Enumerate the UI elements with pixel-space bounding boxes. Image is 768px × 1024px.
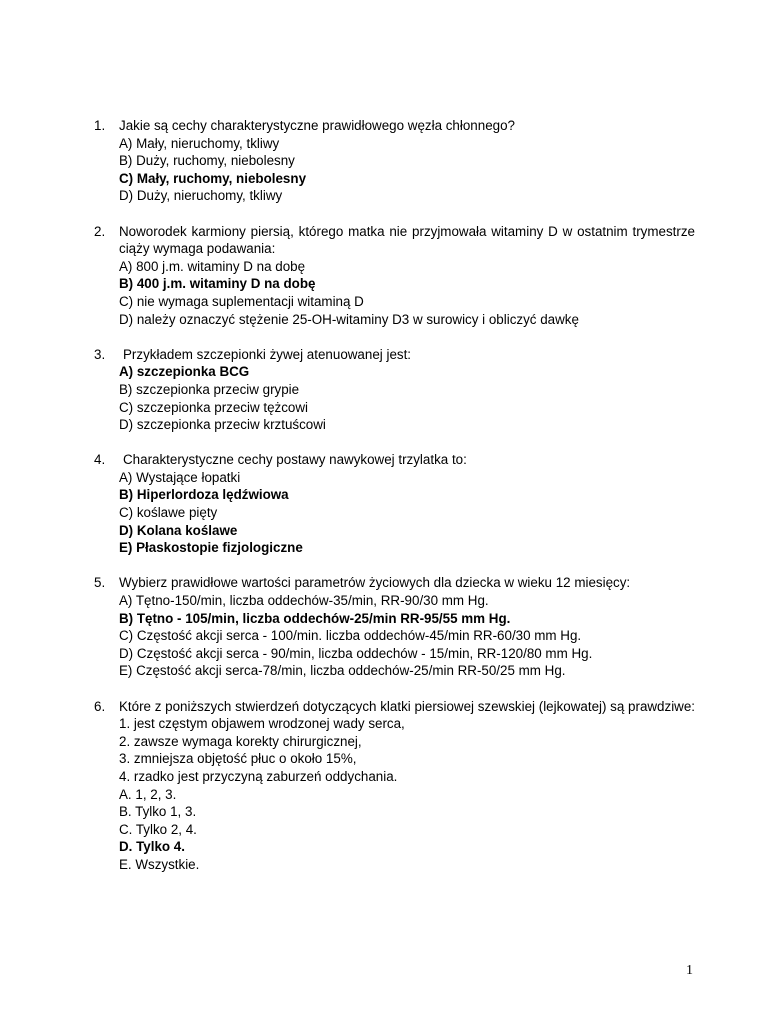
answer-option: A) 800 j.m. witaminy D na dobę [119, 258, 306, 274]
answer-options [94, 592, 695, 680]
question-text: Jakie są cechy charakterystyczne prawidłowego węzła chłonnego? [119, 118, 515, 133]
answer-option: B. Tylko 1, 3. [119, 804, 197, 820]
question-2 [94, 223, 695, 329]
question-5 [94, 574, 695, 680]
answer-options [94, 135, 695, 205]
question-list [94, 117, 695, 891]
question-stem [94, 451, 695, 469]
question-6 [94, 698, 695, 874]
answer-option: A) Tętno-150/min, liczba oddechów-35/min, RR-90/30 mm Hg. [119, 593, 489, 609]
answer-option: E) Częstość akcji serca-78/min, liczba oddechów-25/min RR-50/25 mm Hg. [119, 663, 566, 679]
answer-option: C. Tylko 2, 4. [119, 821, 197, 837]
answer-options [94, 363, 695, 433]
answer-option: 3. zmniejsza objętość płuc o około 15%, [119, 751, 357, 767]
answer-option-correct: A) szczepionka BCG [119, 364, 250, 380]
answer-option: C) szczepionka przeciw tężcowi [119, 399, 309, 415]
question-text: Przykładem szczepionki żywej atenuowanej jest: [123, 346, 412, 362]
answer-option-correct: B) Hiperlordoza lędźwiowa [119, 487, 289, 503]
question-number: 1. [94, 118, 106, 133]
question-stem [94, 223, 695, 258]
question-text: Charakterystyczne cechy postawy nawykowej trzylatka to: [123, 452, 467, 468]
question-1 [94, 117, 695, 205]
answer-option: 1. jest częstym objawem wrodzonej wady serca, [119, 716, 405, 732]
question-stem [94, 346, 695, 364]
answer-option: D) należy oznaczyć stężenie 25-OH-witaminy D3 w surowicy i obliczyć dawkę [119, 311, 579, 327]
answer-option: A. 1, 2, 3. [119, 786, 177, 802]
answer-option-correct: E) Płaskostopie fizjologiczne [119, 540, 303, 556]
question-stem [94, 574, 695, 592]
question-3 [94, 346, 695, 434]
answer-option: 2. zawsze wymaga korekty chirurgicznej, [119, 733, 362, 749]
question-text: Noworodek karmiony piersią, którego matka nie przyjmowała witaminy D w ostatnim trymestrze ciąży wymaga podawania: [119, 223, 695, 257]
question-number: 3. [94, 346, 106, 362]
question-stem [94, 698, 695, 716]
answer-option: C) nie wymaga suplementacji witaminą D [119, 293, 364, 309]
question-number: 5. [94, 575, 106, 591]
answer-option-correct: D. Tylko 4. [119, 839, 185, 855]
question-text: Wybierz prawidłowe wartości parametrów życiowych dla dziecka w wieku 12 miesięcy: [119, 575, 631, 591]
answer-option: A) Mały, nieruchomy, tkliwy [119, 135, 280, 151]
answer-option: B) szczepionka przeciw grypie [119, 381, 300, 397]
answer-option: D) szczepionka przeciw krztuścowi [119, 417, 326, 433]
answer-option: C) koślawe pięty [119, 505, 218, 521]
answer-option: 4. rzadko jest przyczyną zaburzeń oddychania. [119, 768, 398, 784]
answer-option: C) Częstość akcji serca - 100/min. liczba oddechów-45/min RR-60/30 mm Hg. [119, 628, 582, 644]
answer-option-correct: D) Kolana koślawe [119, 522, 238, 538]
answer-option: D) Duży, nieruchomy, tkliwy [119, 188, 283, 204]
answer-option: D) Częstość akcji serca - 90/min, liczba oddechów - 15/min, RR-120/80 mm Hg. [119, 645, 593, 661]
answer-option-correct: B) 400 j.m. witaminy D na dobę [119, 276, 316, 292]
answer-options [94, 258, 695, 328]
page-number: 1 [686, 963, 693, 978]
question-number: 6. [94, 698, 106, 714]
answer-option: A) Wystające łopatki [119, 469, 241, 485]
question-4 [94, 451, 695, 557]
question-number: 2. [94, 223, 106, 239]
answer-options [94, 469, 695, 557]
question-number: 4. [94, 452, 106, 468]
answer-option-correct: B) Tętno - 105/min, liczba oddechów-25/min RR-95/55 mm Hg. [119, 610, 511, 626]
answer-option-correct: C) Mały, ruchomy, niebolesny [119, 170, 307, 186]
answer-option: B) Duży, ruchomy, niebolesny [119, 153, 295, 169]
answer-options [94, 715, 695, 873]
question-text: Które z poniższych stwierdzeń dotyczących klatki piersiowej szewskiej (lejkowatej) są prawdziwe: [119, 698, 696, 714]
answer-option: E. Wszystkie. [119, 856, 200, 872]
question-stem [94, 117, 695, 135]
